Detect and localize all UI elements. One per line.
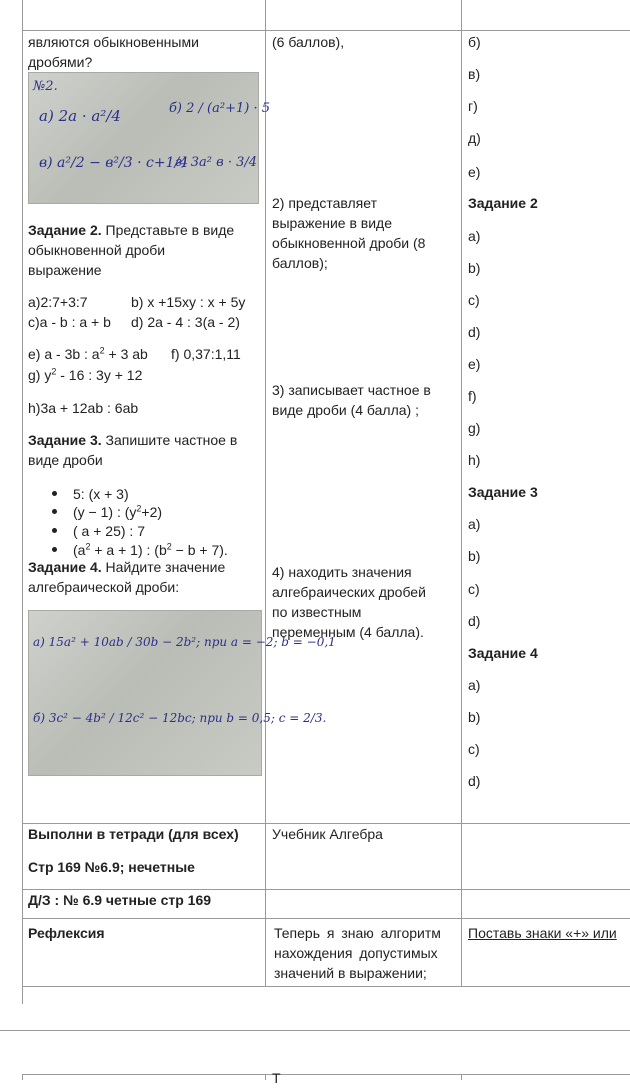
score-item-3-line1: 3) записывает частное в [272, 382, 431, 398]
score-item-2-line1: 2) представляет [272, 195, 377, 211]
task2-text-3: выражение [28, 262, 102, 278]
task2-g-exp: 2 [51, 366, 57, 377]
next-page-fragment: Т [272, 1070, 281, 1086]
question-tail-line2: дробями? [28, 54, 93, 70]
task4-text-2: алгебраической дроби: [28, 579, 180, 595]
answer-label: б) [468, 34, 481, 50]
table-top-border [22, 30, 630, 31]
answer-label: a) [468, 516, 481, 532]
task3-b2-exp: 2 [136, 503, 142, 514]
answer-label: c) [468, 581, 480, 597]
column-divider-1 [265, 0, 266, 987]
task3-b4-exp1: 2 [85, 541, 91, 552]
task3-bullet-3: ( a + 25) : 7 [73, 523, 145, 539]
homework-notebook-line1: Выполни в тетради (для всех) [28, 826, 239, 842]
score-item-4-line3: по известным [272, 604, 362, 620]
page-break-line [0, 1030, 630, 1031]
task2-item-f: f) 0,37:1,11 [171, 346, 241, 362]
bullet-dot-3 [52, 528, 57, 533]
reflection-instruction: Поставь знаки «+» или [468, 925, 617, 941]
task3-bullet-2 [73, 502, 162, 522]
answer-label: д) [468, 130, 481, 146]
score-item-4-line4: переменным (4 балла). [272, 624, 424, 640]
question-tail-line1: являются обыкновенными [28, 34, 199, 50]
answer-label: c) [468, 741, 480, 757]
next-table-left [22, 1074, 23, 1080]
task2-item-d: d) 2a - 4 : 3(a - 2) [131, 314, 240, 330]
photo2-line-2: б) 3с² − 4b² / 12с² − 12bc; при b = 0,5; с = 2/3. [33, 711, 327, 725]
score-item-4-line1: 4) находить значения [272, 564, 412, 580]
answer-label: b) [468, 709, 481, 725]
photo1-line-5: г) 3а² в · 3/4 [175, 155, 258, 170]
score-item-4-line2: алгебраических дробей [272, 584, 426, 600]
task3-b4-c: − b + 7). [171, 542, 228, 558]
task2-item-c: c)a - b : a + b [28, 314, 111, 330]
answer-label: h) [468, 452, 481, 468]
photo1-line-3: б) 2 / (а²+1) · 5 [169, 101, 270, 116]
homework-assignment: Д/З : № 6.9 четные стр 169 [28, 892, 212, 908]
bullet-dot-1 [52, 491, 57, 496]
task3-bullet-1: 5: (x + 3) [73, 486, 129, 502]
answer-label: b) [468, 260, 481, 276]
task2-label: Задание 2. [28, 222, 102, 238]
answer-label: a) [468, 677, 481, 693]
table-bottom-border [22, 986, 630, 987]
photo1-line-2: а) 2а · а²/4 [39, 107, 121, 125]
bullet-dot-4 [52, 547, 57, 552]
task2-item-h: h)3a + 12ab : 6ab [28, 400, 139, 416]
answer-task2-heading: Задание 2 [468, 195, 538, 211]
textbook-reference: Учебник Алгебра [272, 826, 383, 842]
task2-item-a: a)2:7+3:7 [28, 294, 88, 310]
task3-b2-pre: (y − 1) : (y [73, 504, 137, 520]
answer-label: е) [468, 164, 481, 180]
answer-label: b) [468, 548, 481, 564]
task2-g-pre: g) y [28, 367, 52, 383]
answer-label: в) [468, 66, 481, 82]
next-table-col1 [265, 1074, 266, 1080]
photo1-line-1: №2. [33, 79, 58, 94]
answer-label: g) [468, 420, 481, 436]
task3-b4-b: + a + 1) : (b [90, 542, 167, 558]
task3-b4-a: (a [73, 542, 86, 558]
table-left-border [22, 0, 23, 1004]
task2-g-post: - 16 : 3y + 12 [56, 367, 143, 383]
task3-heading [28, 430, 237, 450]
score-item-2-line4: баллов); [272, 255, 328, 271]
task2-text-2: обыкновенной дроби [28, 242, 166, 258]
bullet-dot-2 [52, 509, 57, 514]
answer-label: г) [468, 98, 478, 114]
task4-text-1: Найдите значение [101, 559, 226, 575]
task2-item-e [28, 344, 148, 364]
task3-text-1: Запишите частное в [101, 432, 238, 448]
task3-b2-post: +2) [141, 504, 163, 520]
score-item-2-line3: обыкновенной дроби (8 [272, 235, 426, 251]
homework-notebook-line2: Стр 169 №6.9; нечетные [28, 859, 195, 875]
row-divider-3 [22, 918, 630, 919]
answer-label: f) [468, 388, 477, 404]
next-table-top [22, 1074, 630, 1075]
reflection-label: Рефлексия [28, 925, 105, 941]
task3-label: Задание 3. [28, 432, 102, 448]
task4-heading [28, 557, 225, 577]
task2-e-post: + 3 ab [104, 346, 148, 362]
task2-e-exp: 2 [99, 345, 105, 356]
reflection-text-line3: значений в выражении; [274, 965, 427, 981]
handwritten-photo-1 [28, 72, 270, 204]
task2-heading [28, 220, 234, 240]
column-divider-2 [461, 0, 462, 987]
task2-e-pre: e) a - 3b : a [28, 346, 100, 362]
answer-label: d) [468, 613, 481, 629]
task3-text-2: виде дроби [28, 452, 103, 468]
answer-task4-heading: Задание 4 [468, 645, 538, 661]
answer-label: c) [468, 292, 480, 308]
task2-text-1: Представьте в виде [101, 222, 235, 238]
task3-b4-exp2: 2 [166, 541, 172, 552]
handwritten-photo-2 [28, 610, 336, 776]
task4-label: Задание 4. [28, 559, 102, 575]
photo1-line-4: в) а²/2 − в²/3 · с+1/4 [39, 155, 189, 171]
reflection-text-line2: нахождения допустимых [274, 945, 438, 961]
answer-label: a) [468, 228, 481, 244]
answer-label: e) [468, 356, 481, 372]
answer-task3-heading: Задание 3 [468, 484, 538, 500]
reflection-text-line1: Теперь я знаю алгоритм [274, 925, 441, 941]
task2-item-b: b) x +15xy : x + 5y [131, 294, 246, 310]
photo2-line-1: а) 15а² + 10аb / 30b − 2b²; при а = −2; b = −0,1 [33, 635, 336, 649]
answer-label: d) [468, 324, 481, 340]
score-item-1: (6 баллов), [272, 34, 345, 50]
answer-label: d) [468, 773, 481, 789]
score-item-3-line2: виде дроби (4 балла) ; [272, 402, 419, 418]
next-table-col2 [461, 1074, 462, 1080]
score-item-2-line2: выражение в виде [272, 215, 392, 231]
task2-item-g [28, 365, 142, 385]
